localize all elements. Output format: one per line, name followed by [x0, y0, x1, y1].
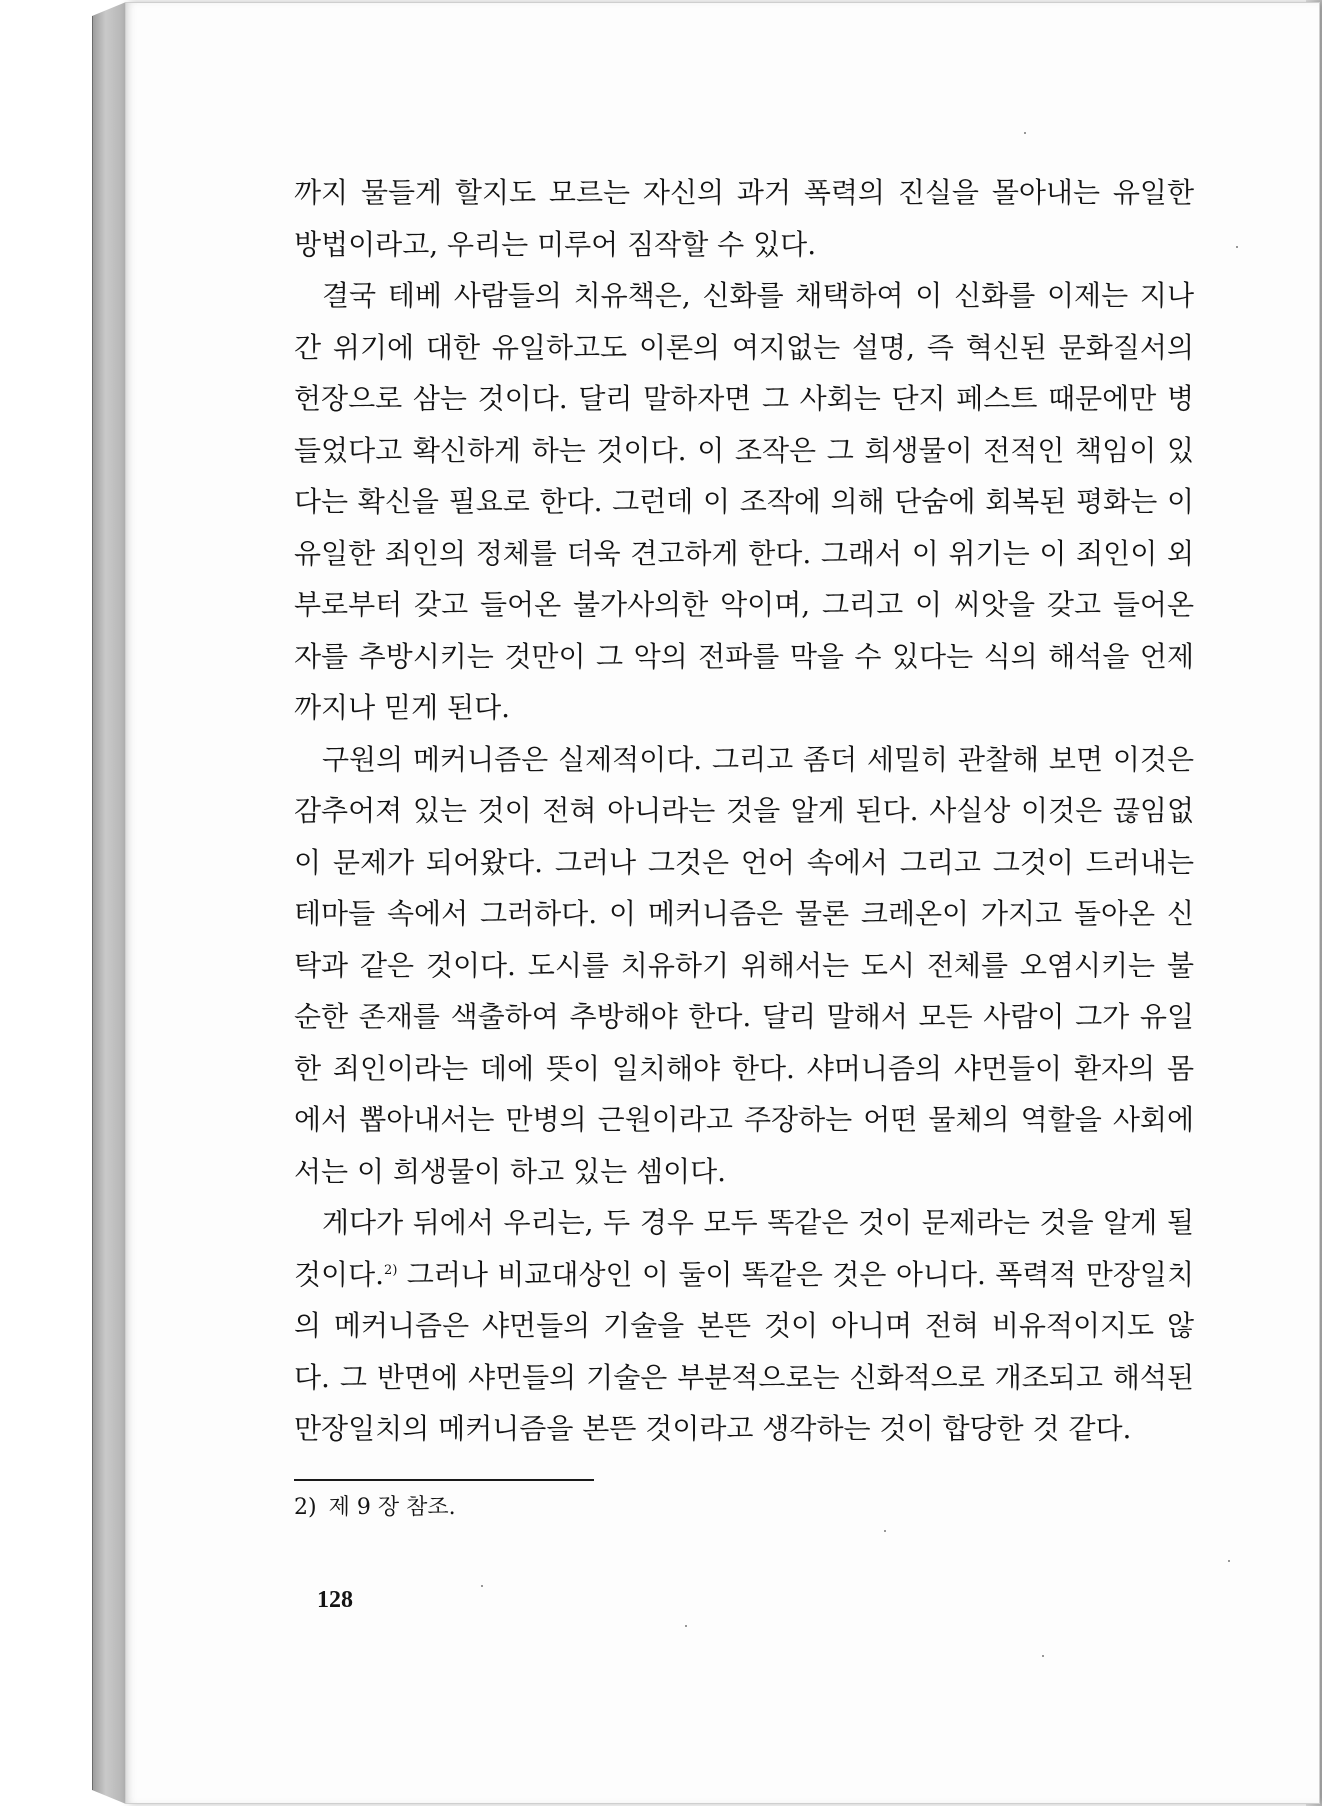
scan-speck: [1236, 246, 1238, 248]
footnote-reference: 2): [384, 1262, 398, 1278]
scan-speck: [884, 1530, 886, 1532]
paragraph-4-text-after: 그러나 비교대상인 이 둘이 똑같은 것은 아니다. 폭력적 만장일치의 메커니즘은 샤먼들의 기술을 본뜬 것이 아니며 전혀 비유적이지도 않다. 그 반면에 샤먼들의 기술은 부분적으로는 신화적으로 개조되고 해석된 만장일치의 메커니즘을 본뜬 것이라고 생각하는 것이 합당한 것 같다.: [294, 1257, 1194, 1445]
footnote-label: 2): [294, 1495, 317, 1520]
footnote-text: 제 9 장 참조.: [328, 1495, 456, 1520]
body-text: [294, 167, 1194, 1455]
book-edge: [92, 2, 126, 1804]
paragraph-4: [294, 1197, 1194, 1455]
scan-speck: [1042, 1655, 1044, 1657]
footnote-divider: [294, 1479, 594, 1481]
scan-speck: [481, 1585, 483, 1587]
paragraph-4-text-before: 게다가 뒤에서 우리는, 두 경우 모두 똑같은 것이 문제라는 것을 알게 될 것이다.: [294, 1206, 1194, 1291]
footnote: [294, 1490, 456, 1521]
scan-speck: [1024, 132, 1026, 134]
paragraph-1: 까지 물들게 할지도 모르는 자신의 과거 폭력의 진실을 몰아내는 유일한 방법이라고, 우리는 미루어 짐작할 수 있다.: [294, 176, 1194, 261]
scan-speck: [1228, 1560, 1230, 1562]
paragraph-2: 결국 테베 사람들의 치유책은, 신화를 채택하여 이 신화를 이제는 지나간 위기에 대한 유일하고도 이론의 여지없는 설명, 즉 혁신된 문화질서의 헌장으로 삼는 것이다. 달리 말하자면 그 사회는 단지 페스트 때문에만 병들었다고 확신하게 하는 것이다. 이 조작은 그 희생물이 전적인 책임이 있다는 확신을 필요로 한다. 그런데 이 조작에 의해 단숨에 회복된 평화는 이 유일한 죄인의 정체를 더욱 견고하게 한다. 그래서 이 위기는 이 죄인이 외부로부터 갖고 들어온 불가사의한 악이며, 그리고 이 씨앗을 갖고 들어온 자를 추방시키는 것만이 그 악의 전파를 막을 수 있다는 식의 해석을 언제까지나 믿게 된다.: [294, 279, 1194, 724]
scan-speck: [685, 1625, 687, 1627]
paragraph-3: 구원의 메커니즘은 실제적이다. 그리고 좀더 세밀히 관찰해 보면 이것은 감추어져 있는 것이 전혀 아니라는 것을 알게 된다. 사실상 이것은 끊임없이 문제가 되어왔다. 그러나 그것은 언어 속에서 그리고 그것이 드러내는 테마들 속에서 그러하다. 이 메커니즘은 물론 크레온이 가지고 돌아온 신탁과 같은 것이다. 도시를 치유하기 위해서는 도시 전체를 오염시키는 불순한 존재를 색출하여 추방해야 한다. 달리 말해서 모든 사람이 그가 유일한 죄인이라는 데에 뜻이 일치해야 한다. 샤머니즘의 샤먼들이 환자의 몸에서 뽑아내서는 만병의 근원이라고 주장하는 어떤 물체의 역할을 사회에서는 이 희생물이 하고 있는 셈이다.: [294, 742, 1194, 1188]
book-edge-line: [92, 16, 93, 1790]
page-number: 128: [317, 1587, 353, 1613]
